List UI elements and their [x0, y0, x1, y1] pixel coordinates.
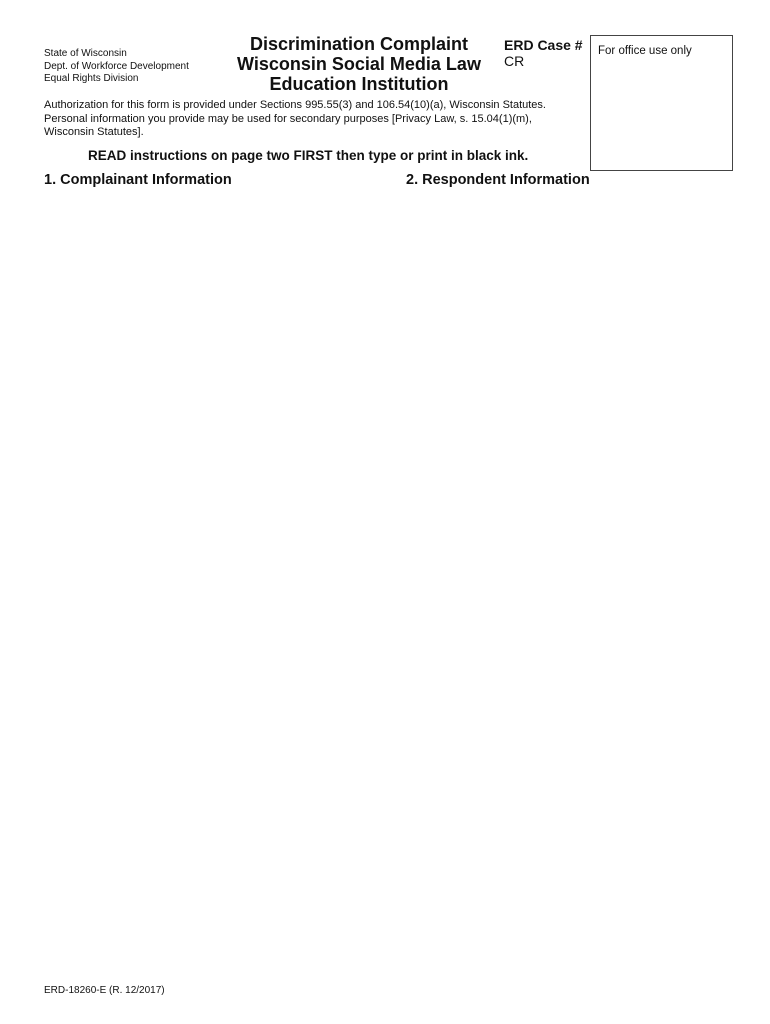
case-label: ERD Case # [504, 37, 583, 53]
office-use-box [590, 35, 733, 171]
section-respondent-heading: 2. Respondent Information [406, 172, 590, 188]
form-title [228, 34, 490, 94]
case-prefix: CR [504, 53, 525, 69]
authorization-line: Wisconsin Statutes]. [44, 126, 144, 138]
authorization-text [44, 99, 574, 140]
authorization-line: Authorization for this form is provided under Sections 995.55(3) and 106.54(10)(a), Wisconsin Statutes. [44, 99, 546, 111]
erd-case-number [504, 37, 583, 69]
agency-department: Dept. of Workforce Development [44, 60, 189, 72]
agency-state: State of Wisconsin [44, 48, 127, 59]
title-line-3: Education Institution [269, 74, 449, 94]
section-complainant-heading: 1. Complainant Information [44, 172, 232, 188]
agency-info [44, 48, 189, 86]
agency-division: Equal Rights Division [44, 73, 139, 84]
authorization-line: Personal information you provide may be used for secondary purposes [Privacy Law, s. 15.04(1)(m), [44, 112, 532, 125]
title-line-1: Discrimination Complaint [249, 34, 469, 54]
instructions-note: READ instructions on page two FIRST then type or print in black ink. [88, 148, 529, 163]
office-use-label: For office use only [598, 45, 692, 57]
form-number: ERD-18260-E (R. 12/2017) [44, 985, 165, 996]
title-line-2: Wisconsin Social Media Law [237, 54, 481, 74]
